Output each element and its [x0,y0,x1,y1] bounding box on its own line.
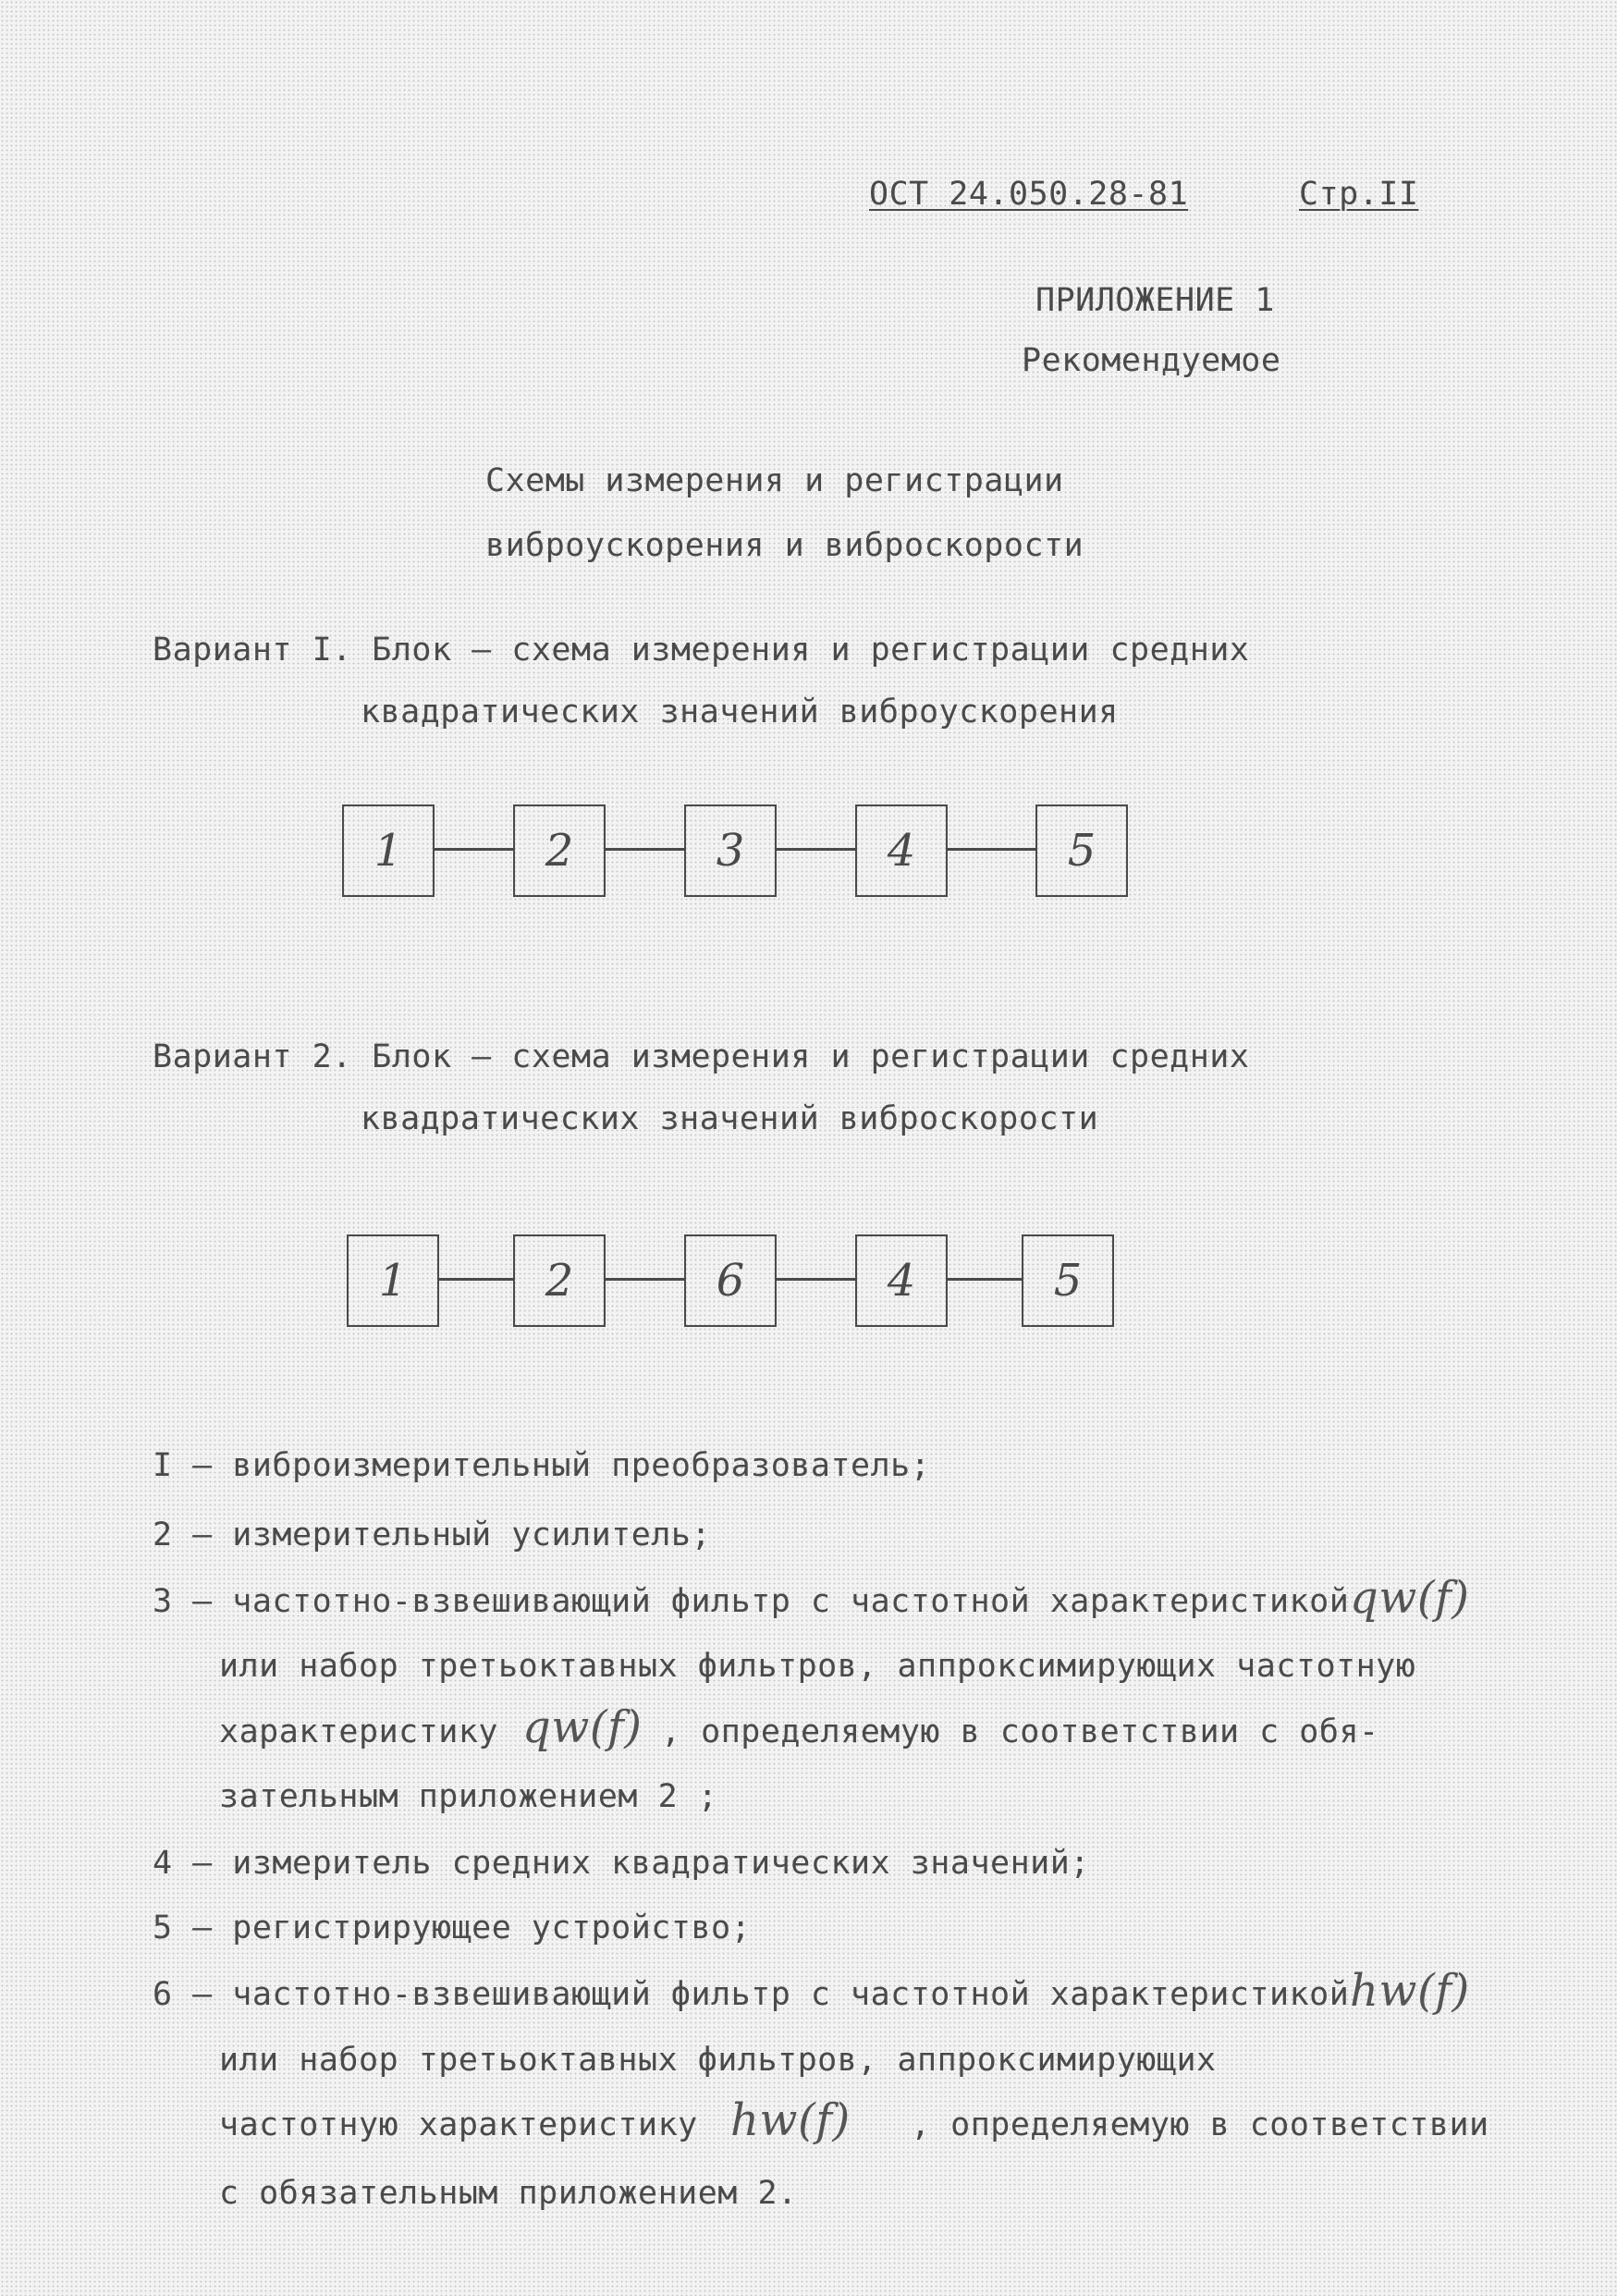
legend-item-3-line-1: 3 – частотно-взвешивающий фильтр с частотной характеристикой [153,1583,1350,1620]
heading-line-1: Схемы измерения и регистрации [485,462,1064,499]
legend-item-2: 2 – измерительный усилитель; [153,1516,712,1553]
diagram-block [855,804,948,897]
diagram-block [513,1234,606,1327]
variant2-caption-line-2: квадратических значений виброскорости [361,1100,1099,1137]
diagram-block [1022,1234,1114,1327]
variant2-caption-line-1: Вариант 2. Блок – схема измерения и регистрации средних [153,1038,1250,1075]
doc-number: ОСТ 24.050.28-81 [869,176,1189,213]
block-label: 1 [374,825,403,877]
block-label: 5 [1053,1255,1083,1307]
legend-item-6-line-2: или набор третьоктавных фильтров, аппроксимирующих [219,2042,1217,2079]
block-label: 4 [887,1255,916,1307]
appendix-status: Рекомендуемое [1022,342,1281,379]
legend-item-3-line-4: зательным приложением 2 ; [219,1778,718,1815]
diagram-block [347,1234,439,1327]
diagram-block [513,804,606,897]
legend-item-3-line-3a: характеристику [219,1713,499,1750]
legend-item-3-line-3b: , определяемую в соответствии с обя- [661,1713,1379,1750]
variant1-caption-line-1: Вариант I. Блок – схема измерения и регистрации средних [153,632,1250,669]
connector-line [435,848,513,851]
legend-item-4: 4 – измеритель средних квадратических значений; [153,1845,1090,1882]
connector-line [777,848,855,851]
connector-line [606,1278,684,1281]
legend-item-1: I – виброизмерительный преобразователь; [153,1447,931,1484]
appendix-title: ПРИЛОЖЕНИЕ 1 [1035,282,1275,319]
connector-line [606,848,684,851]
block-label: 2 [545,1255,574,1307]
page-number: Стр.II [1299,176,1419,213]
diagram-block [855,1234,948,1327]
formula-hw: hw(f) [1350,1965,1470,2017]
connector-line [948,848,1035,851]
formula-hw: hw(f) [730,2094,851,2146]
heading-line-2: виброускорения и виброскорости [485,527,1084,564]
legend-item-6-line-3a: частотную характеристику [219,2106,698,2143]
block-label: 3 [716,825,745,877]
legend-item-3-line-2: или набор третьоктавных фильтров, аппроксимирующих частотную [219,1648,1416,1685]
block-label: 4 [887,825,916,877]
connector-line [777,1278,855,1281]
variant1-caption-line-2: квадратических значений виброускорения [361,694,1119,731]
diagram-block [1035,804,1128,897]
legend-item-6-line-1: 6 – частотно-взвешивающий фильтр с частотной характеристикой [153,1976,1350,2013]
connector-line [439,1278,513,1281]
legend-item-6-line-4: с обязательным приложением 2. [219,2175,798,2212]
legend-item-5: 5 – регистрирующее устройство; [153,1909,752,1946]
diagram-block [342,804,435,897]
formula-qw: qw(f) [1350,1572,1470,1624]
formula-qw: qw(f) [522,1701,643,1753]
diagram-block [684,804,777,897]
block-label: 2 [545,825,574,877]
legend-item-6-line-3b: , определяемую в соответствии [911,2106,1489,2143]
block-label: 6 [716,1255,745,1307]
diagram-block [684,1234,777,1327]
block-label: 5 [1067,825,1096,877]
block-label: 1 [378,1255,408,1307]
connector-line [948,1278,1022,1281]
